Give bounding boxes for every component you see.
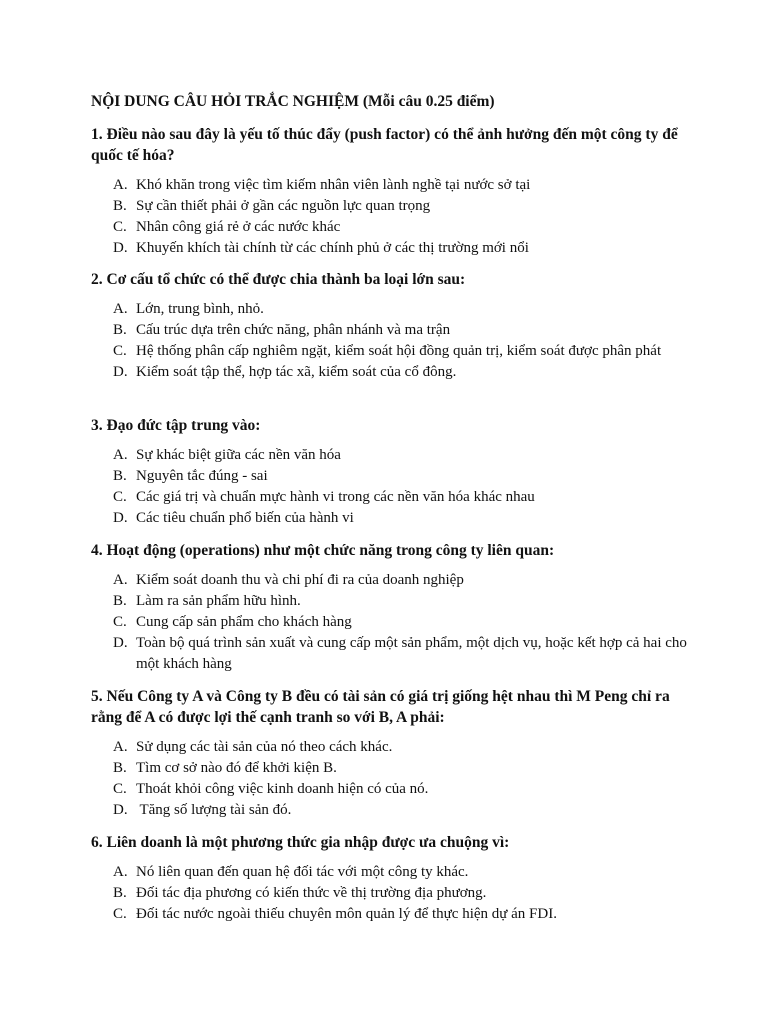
option-text: Khuyến khích tài chính từ các chính phủ ở các thị trường mới nổi: [136, 240, 529, 256]
option-item: [113, 487, 713, 508]
option-letter: B.: [113, 593, 127, 609]
option-text: Nguyên tắc đúng - sai: [136, 468, 268, 484]
option-item: [113, 779, 713, 800]
option-text: Tăng số lượng tài sản đó.: [136, 802, 292, 818]
question-1-title: 1. Điều nào sau đây là yếu tố thúc đẩy (push factor) có thể ảnh hưởng đến một công ty để quốc tế hóa?: [91, 126, 678, 164]
option-text: Đối tác địa phương có kiến thức về thị trường địa phương.: [136, 885, 487, 901]
option-item: [113, 758, 713, 779]
option-text: Kiểm soát doanh thu và chi phí đi ra của doanh nghiệp: [136, 572, 464, 588]
option-text: Cấu trúc dựa trên chức năng, phân nhánh và ma trận: [136, 322, 451, 338]
option-item: [113, 466, 713, 487]
option-item: [113, 238, 713, 259]
option-text: Toàn bộ quá trình sản xuất và cung cấp một sản phẩm, một dịch vụ, hoặc kết hợp cả hai cho một khách hàng: [136, 635, 687, 672]
question-5-title: 5. Nếu Công ty A và Công ty B đều có tài sản có giá trị giống hệt nhau thì M Peng chỉ ra rằng để A có được lợi thế cạnh tranh so với B, A phải:: [91, 688, 670, 726]
page-title: NỘI DUNG CÂU HỎI TRẮC NGHIỆM (Mỗi câu 0.25 điểm): [91, 93, 495, 110]
option-letter: C.: [113, 906, 127, 922]
option-text: Lớn, trung bình, nhỏ.: [136, 301, 264, 317]
option-item: [113, 341, 713, 362]
option-item: [113, 299, 713, 320]
option-letter: B.: [113, 885, 127, 901]
option-text: Hệ thống phân cấp nghiêm ngặt, kiểm soát hội đồng quản trị, kiểm soát được phân phát: [136, 343, 662, 359]
option-item: [113, 320, 713, 341]
question-2-options: [113, 299, 713, 383]
option-text: Cung cấp sản phẩm cho khách hàng: [136, 614, 352, 630]
option-text: Tìm cơ sở nào đó để khởi kiện B.: [136, 760, 337, 776]
option-item: [113, 633, 713, 675]
option-text: Nhân công giá rẻ ở các nước khác: [136, 219, 341, 235]
option-text: Các tiêu chuẩn phổ biến của hành vi: [136, 510, 354, 526]
option-letter: D.: [113, 240, 128, 256]
question-4-title: 4. Hoạt động (operations) như một chức năng trong công ty liên quan:: [91, 542, 555, 559]
option-letter: B.: [113, 760, 127, 776]
option-letter: B.: [113, 198, 127, 214]
option-letter: B.: [113, 322, 127, 338]
option-text: Khó khăn trong việc tìm kiếm nhân viên lành nghề tại nước sở tại: [136, 177, 531, 193]
option-item: [113, 800, 713, 821]
option-letter: C.: [113, 614, 127, 630]
question-2-title: 2. Cơ cấu tổ chức có thể được chia thành ba loại lớn sau:: [91, 271, 466, 288]
option-text: Làm ra sản phẩm hữu hình.: [136, 593, 301, 609]
option-letter: A.: [113, 739, 128, 755]
option-text: Thoát khỏi công việc kinh doanh hiện có của nó.: [136, 781, 429, 797]
option-text: Đối tác nước ngoài thiếu chuyên môn quản lý để thực hiện dự án FDI.: [136, 906, 557, 922]
option-letter: D.: [113, 510, 128, 526]
option-item: [113, 445, 713, 466]
question-1-options: [113, 175, 713, 259]
question-6-title: 6. Liên doanh là một phương thức gia nhập được ưa chuộng vì:: [91, 834, 510, 851]
option-letter: C.: [113, 489, 127, 505]
option-item: [113, 883, 713, 904]
option-text: Sự cần thiết phải ở gần các nguồn lực quan trọng: [136, 198, 431, 214]
option-item: [113, 570, 713, 591]
option-item: [113, 862, 713, 883]
option-letter: D.: [113, 635, 128, 651]
option-letter: D.: [113, 802, 128, 818]
option-letter: A.: [113, 447, 128, 463]
option-item: [113, 196, 713, 217]
option-letter: D.: [113, 364, 128, 380]
option-letter: C.: [113, 219, 127, 235]
option-text: Sử dụng các tài sản của nó theo cách khác.: [136, 739, 393, 755]
option-text: Nó liên quan đến quan hệ đối tác với một công ty khác.: [136, 864, 469, 880]
question-3-title: 3. Đạo đức tập trung vào:: [91, 417, 261, 434]
option-text: Sự khác biệt giữa các nền văn hóa: [136, 447, 341, 463]
option-text: Kiểm soát tập thể, hợp tác xã, kiểm soát của cổ đông.: [136, 364, 457, 380]
option-item: [113, 591, 713, 612]
option-letter: B.: [113, 468, 127, 484]
option-letter: A.: [113, 177, 128, 193]
option-letter: A.: [113, 301, 128, 317]
question-5-options: [113, 737, 713, 821]
option-item: [113, 612, 713, 633]
option-item: [113, 217, 713, 238]
option-item: [113, 904, 713, 925]
option-letter: A.: [113, 572, 128, 588]
option-item: [113, 508, 713, 529]
option-text: Các giá trị và chuẩn mực hành vi trong các nền văn hóa khác nhau: [136, 489, 535, 505]
question-3-options: [113, 445, 713, 529]
option-letter: A.: [113, 864, 128, 880]
option-letter: C.: [113, 343, 127, 359]
option-letter: C.: [113, 781, 127, 797]
question-6-options: [113, 862, 713, 925]
option-item: [113, 737, 713, 758]
question-4-options: [113, 570, 713, 675]
option-item: [113, 175, 713, 196]
option-item: [113, 362, 713, 383]
